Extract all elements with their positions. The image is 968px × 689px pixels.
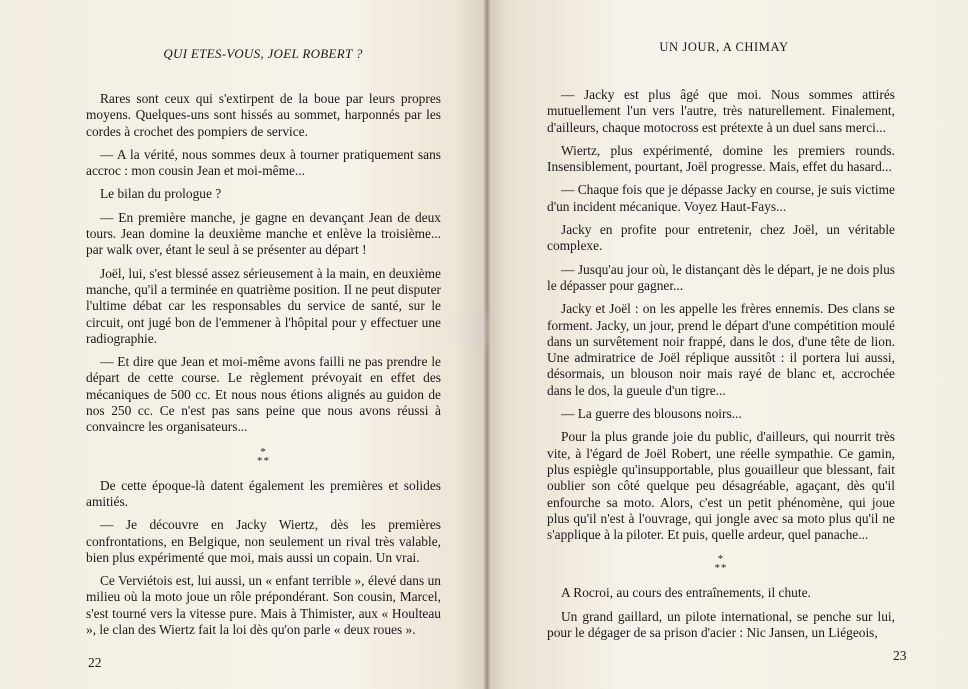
right-page xyxy=(486,0,968,689)
paragraph: Jacky et Joël : on les appelle les frères ennemis. Des clans se forment. Jacky, un jour, prend le départ d'une compétition moulé dans un survêtement noir frappé, dans le dos, d'une tête de lion. Une admiratrice de Joël réplique aussitôt : il portera lui aussi, désormais, un blouson noir mais rayé de blanc et, accrochée dans le dos, la gueule d'un tigre... xyxy=(547,301,895,398)
asterism-top: * xyxy=(260,445,267,458)
paper-stain xyxy=(448,300,508,360)
page-text xyxy=(86,91,441,645)
paragraph: — Jacky est plus âgé que moi. Nous sommes attirés mutuellement l'un vers l'autre, très naturellement. Finalement, d'ailleurs, chaque motocross est prétexte à un duel sans merci... xyxy=(547,87,895,135)
paragraph: Le bilan du prologue ? xyxy=(100,186,222,202)
paragraph: Joël, lui, s'est blessé assez sérieusement à la main, en deuxième manche, qu'il a terminée en quatrième position. Il ne peut disputer l'ultime débat car les responsables du service de santé, sur le circuit, ont jugé bon de l'emmener à l'hôpital pour y effectuer une radiographie. xyxy=(86,265,441,346)
paragraph: — Chaque fois que je dépasse Jacky en course, je suis victime d'un incident mécanique. Voyez Haut-Fays... xyxy=(547,182,895,214)
paragraph: Pour la plus grande joie du public, d'ailleurs, qui nourrit très vite, à l'égard de Joël Robert, une réelle sympathie. Ce gamin, plus espiègle qu'insupportable, plus gouailleur que blessant, fait oublier son côté quelque peu désagréable, agaçant, dès qu'il enfourche sa moto. Alors, c'est un petit phénomène, qui joue plus qu'il n'est à l'ouvrage, qui jongle avec sa moto plus qu'il ne s'applique à la piloter. Et puis, quelle ardeur, quel panache... xyxy=(547,429,895,543)
section-separator xyxy=(86,445,441,467)
running-head: UN JOUR, A CHIMAY xyxy=(659,40,789,54)
running-head: QUI ETES-VOUS, JOEL ROBERT ? xyxy=(163,46,363,61)
paragraph: Wiertz, plus expérimenté, domine les premiers rounds. Insensiblement, pourtant, Joël progresse. Mais, effet du hasard... xyxy=(547,142,895,175)
paragraph: — Je découvre en Jacky Wiertz, dès les premières confrontations, en Belgique, non seulement un rival très valable, bien plus expérimenté que moi, mais aussi un copain. Un vrai. xyxy=(86,517,441,565)
asterism-top: * xyxy=(717,553,725,566)
paragraph: De cette époque-là datent également les premières et solides amitiés. xyxy=(86,477,441,509)
asterism-bottom: ** xyxy=(714,562,728,575)
asterism-bottom: ** xyxy=(257,454,270,467)
page-number: 22 xyxy=(88,655,102,670)
paragraph: — La guerre des blousons noirs... xyxy=(561,406,742,422)
paragraph: Un grand gaillard, un pilote international, se penche sur lui, pour le dégager de sa prison d'acier : Nic Jansen, un Liégeois, xyxy=(547,608,895,641)
paragraph: — Jusqu'au jour où, le distançant dès le départ, je ne dois plus le dépasser pour gagner... xyxy=(547,261,895,293)
section-separator xyxy=(547,555,895,573)
paragraph: Rares sont ceux qui s'extirpent de la boue par leurs propres moyens. Quelques-uns sont hissés au sommet, harponnés par les cordes à crochet des pompiers de service. xyxy=(86,91,441,139)
paragraph: — A la vérité, nous sommes deux à tourner pratiquement sans accroc : mon cousin Jean et moi-même... xyxy=(86,146,441,179)
paragraph: — Et dire que Jean et moi-même avons failli ne pas prendre le départ de cette course. Le règlement prévoyait en effet des mécaniques de 500 cc. Et nous nous étions alignés au guidon de nos 250 cc. Ce n'est pas sans peine que nous avons réussi à convaincre les organisateurs... xyxy=(86,354,441,435)
paragraph: Ce Verviétois est, lui aussi, un « enfant terrible », élevé dans un milieu où la moto joue un rôle prépondérant. Son cousin, Marcel, s'est tourné vers la vitesse pure. Mais à Thimister, aux « Houlteau », le clan des Wiertz fait la loi dès qu'on parle « deux roues ». xyxy=(86,573,441,638)
paragraph: Jacky en profite pour entretenir, chez Joël, un véritable complexe. xyxy=(547,222,895,254)
paragraph: A Rocroi, au cours des entraînements, il chute. xyxy=(561,585,811,601)
page-text xyxy=(547,87,895,648)
page-number: 23 xyxy=(893,648,907,663)
paragraph: — En première manche, je gagne en devançant Jean de deux tours. Jean domine la deuxième manche et enlève la troisième... par walk over, étant le seul à se présenter au départ ! xyxy=(86,209,441,258)
